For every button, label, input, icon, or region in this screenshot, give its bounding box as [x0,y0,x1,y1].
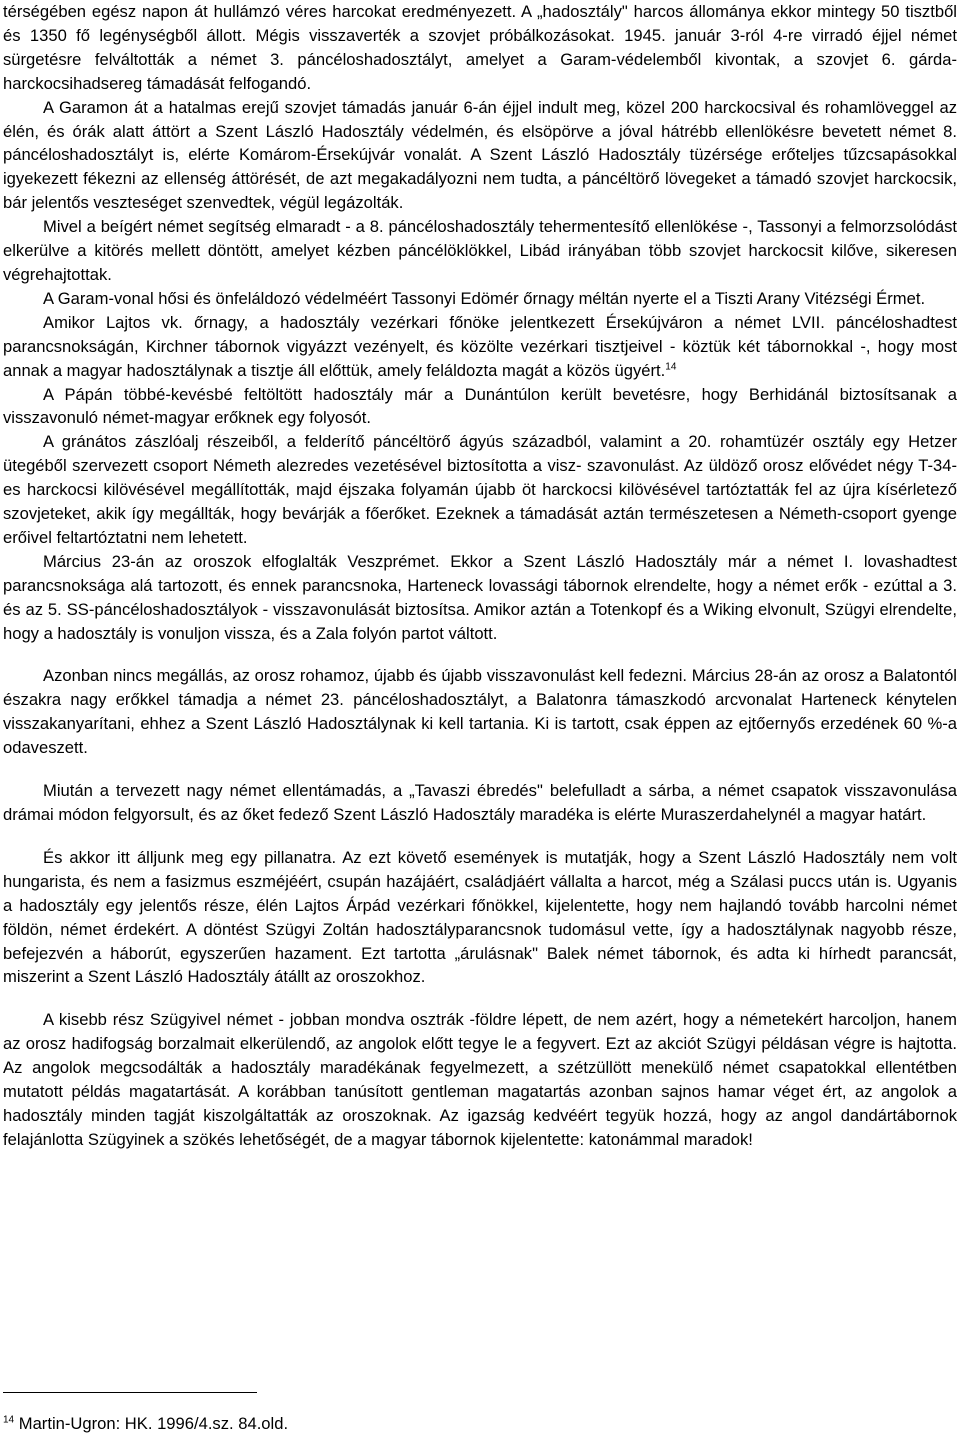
footnote-number: 14 [3,1414,15,1426]
paragraph [3,430,957,550]
footnote [3,1414,288,1434]
paragraph [3,311,957,383]
paragraph [3,287,957,311]
paragraph [3,0,957,96]
paragraph-text: Mivel a beígért német segítség elmaradt - a 8. páncéloshadosztály tehermentesítő ellenlökése -, Tassonyi a felmorzsolódást elkerülve a kitörés mellett döntött, amelyet kézben páncélöklökkel, Libád irányában több szovjet harckocsit kilőve, sikeresen végrehajtottak. [3,217,957,284]
paragraph [3,664,957,760]
footnote-reference: 14 [665,361,677,373]
paragraph-text: Azonban nincs megállás, az orosz rohamoz, újabb és újabb visszavonulást kell fedezni. Március 28-án az orosz a Balatontól északra nagy erőkkel támadja a német 23. páncéloshadosztályt, a Balatonra támaszkodó arcvonalat Harteneck kénytelen visszakanyarítani, ehhez a Szent László Hadosztálynak ki kell tartania. Ki is tartott, csak éppen az ejtőernyős erzedének 60 %-a odaveszett. [3,666,957,758]
paragraph [3,1008,957,1151]
paragraph-text: Március 23-án az oroszok elfoglalták Veszprémet. Ekkor a Szent László Hadosztály már a német I. lovashadtest parancsnoksága alá tartozott, és ennek parancsnoka, Harteneck lovassági tábornok elrendelte, hogy a német erők - ezúttal a 3. és az 5. SS-páncéloshadosztályok - visszavonulását biztosítsa. Amikor aztán a Totenkopf és a Wiking elvonult, Szügyi elrendelte, hogy a hadosztály is vonuljon vissza, és a Zala folyón partot váltott. [3,551,957,643]
footnote-divider [3,1392,257,1393]
paragraph [3,215,957,287]
paragraph-text: A Pápán többé-kevésbé feltöltött hadosztály már a Dunántúlon került bevetésre, hogy Berhidánál biztosítsanak a visszavonuló német-magyar erőknek egy folyosót. [3,384,957,428]
paragraph-text: A kisebb rész Szügyivel német - jobban mondva osztrák -földre lépett, de nem azért, hogy a németekért harcoljon, hanem az orosz hadifogság borzalmait elkerülendő, az angolok előtt tegye le a fegyvert. Ezt az akciót Szügyi példásan végre is hajtotta. Az angolok megcsodálták a hadosztály maradékának fegyelmezett, a szétzüllött menekülő német csapatokkal ellentétben mutatott példás magatartását. A korábban tanúsított gentleman magatartás azonban sajnos hamar véget ért, az angolok a hadosztály minden tagját kiszolgáltatták az oroszoknak. Az igazság kedvéért tegyük hozzá, hogy az angol dandártábornok felajánlotta Szügyinek a szökés lehetőségét, de a magyar tábornok kijelentette: katonámmal maradok! [3,1010,957,1149]
footnote-text: Martin-Ugron: HK. 1996/4.sz. 84.old. [18,1414,289,1433]
paragraph-text: A Garamon át a hatalmas erejű szovjet támadás január 6-án éjjel indult meg, közel 200 harckocsival és rohamlöveggel az élén, és órák alatt áttört a Szent László Hadosztály védelmén, és elsöpörve a jóval hátrébb ellenlökésre bevetett német 8. páncéloshadosztályt is, elérte Komárom-Érsekújvár vonalát. A Szent László Hadosztály tüzérsége erőteljes tűzcsapásokkal igyekezett fékezni az ellenség áttörését, de azt megakadályozni nem tudta, a páncéltörő lövegeket a támadó szovjet harckocsik, bár jelentős veszteséget szenvedtek, végül legázolták. [3,97,957,213]
paragraph [3,846,957,989]
paragraph [3,779,957,827]
paragraph [3,96,957,216]
paragraph [3,383,957,431]
body-text [3,0,957,1152]
paragraph-text: A Garam-vonal hősi és önfeláldozó védelméért Tassonyi Edömér őrnagy méltán nyerte el a Tiszti Arany Vitézségi Érmet. [43,288,926,308]
paragraph-text: És akkor itt álljunk meg egy pillanatra. Az ezt követő események is mutatják, hogy a Szent László Hadosztály nem volt hungarista, és nem a fasizmus eszméjéért, csupán hazájáért, családjáért vállalta a harcot, még a Szálasi puccs után is. Ugyanis a hadosztály egy jelentős része, élén Lajtos Árpád vezérkari főnökkel, kijelentette, hogy nem hajlandó tovább harcolni német földön, német érdekért. A döntést Szügyi Zoltán hadosztályparancsnok tudomásul vette, így a hadosztálynak nagyobb része, befejezvén a háborút, egyszerűen hazament. Ezt tartotta „árulásnak" Balek német tábornok, és adta ki hírhedt parancsát, miszerint a Szent László Hadosztály átállt az oroszokhoz. [3,847,957,987]
paragraph-text: Amikor Lajtos vk. őrnagy, a hadosztály vezérkari főnöke jelentkezett Érsekújváron a német LVII. páncéloshadtest parancsnokságán, Kirchner tábornok vigyázzt vezényelt, és közölte vezérkari tisztjeivel - köztük két tábornokkal -, hogy most annak a magyar hadosztálynak a tisztje áll előttük, amely feláldozta magát a közös ügyért. [3,312,957,380]
paragraph-text: Miután a tervezett nagy német ellentámadás, a „Tavaszi ébredés" belefulladt a sárba, a német csapatok visszavonulása drámai módon felgyorsult, és az őket fedező Szent László Hadosztály maradéka is elérte Muraszerdahelynél a magyar határt. [3,781,957,824]
paragraph-text: A gránátos zászlóalj részeiből, a felderítő páncéltörő ágyús századból, valamint a 20. rohamtüzér osztály egy Hetzer ütegéből szervezett csoport Németh alezredes vezetésével biztosította a visz- szavonulást. Az üldöző orosz elővédet négy T-34-es harckocsi kilövésével megállították, majd éjszaka folyamán újabb öt harckocsi kilövésével tartóztatták fel az újra kísérletező szovjeteket, akik így megállták, hogy bevárják a főerőket. Ezeknek a támadását aztán természetesen a Németh-csoport gyenge erőivel feltartóztatni nem lehetett. [3,432,957,547]
paragraph-text: térségében egész napon át hullámzó véres harcokat eredményezett. A „hadosztály" harcos állománya ekkor mintegy 50 tisztből és 1350 fő legénységből állott. Mégis visszaverték a szovjet próbálkozásokat. 1945. január 3-ról 4-re virradó éjjel német sürgetésre felváltották a német 3. páncéloshadosztályt, amelyet a Garam-védelemből kivontak, a szovjet 6. gárda-harckocsihadsereg támadását felfogandó. [3,2,957,93]
paragraph [3,550,957,646]
